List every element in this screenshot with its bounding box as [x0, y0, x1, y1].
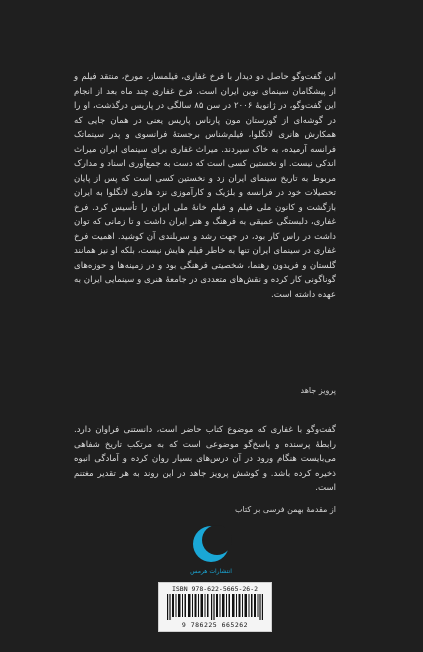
publisher-name: انتشارات هرمس: [190, 568, 232, 575]
author-signature: پرویز جاهد: [300, 386, 336, 395]
intro-paragraph: این گفت‌وگو حاصل دو دیدار با فرخ غفاری، فیلمساز، مورخ، منتقد فیلم و از پیشگامان سینمای نوین ایران است. فرخ غفاری چند ماه بعد از انجام این گفت‌وگو، در ژانویهٔ ۲۰۰۶ در سن ۸۵ سالگی در پاریس درگذشت، او را در گوشه‌ای از گورستان مون پارناس پاریس یعنی در همان جایی که همکارش هانری لانگلوا، فیلم‌شناس برجستهٔ فرانسوی و پدر سینماتک فرانسه آرمیده، به خاک سپردند. میراث غفاری برای سینمای ایران میراث اندکی نیست. او نخستین کسی است که دست به جمع‌آوری اسناد و مدارک مربوط به تاریخ سینمای ایران زد و نخستین کسی است که پس از پایان تحصیلات خود در فرانسه و بلژیک و کارآموزی نزد هانری لانگلوا به ایران بازگشت و کانون ملی فیلم و فیلم خانهٔ ملی ایران را تأسیس کرد. فرخ غفاری، دلبستگی عمیقی به فرهنگ و هنر ایران داشت و تا زمانی که توان داشت در راس کار بود، در جهت رشد و سربلندی آن کوشید. اهمیت فرخ غفاری در سینمای ایران تنها به خاطر فیلم هایش نیست، بلکه او نیز همانند گلستان و فریدون رهنما، شخصیتی فرهنگی بود و در زمینه‌ها و حوزه‌های گوناگونی کار کرده و نقش‌های متعددی در جامعهٔ هنری و سینمایی ایران به عهده داشته است.: [74, 72, 336, 300]
quote-attribution: از مقدمهٔ بهمن فرسی بر کتاب: [235, 505, 336, 514]
barcode-bars-icon: [167, 594, 263, 620]
barcode: [158, 582, 272, 632]
preface-quote-paragraph: گفت‌وگو با غفاری که موضوع کتاب حاضر است، دانستنی فراوان دارد. رابطهٔ پرسنده و پاسخ‌گو موضوعی است که به مرتکب تاریخ شفاهی می‌بایست هنگام ورود در آن درس‌های بسیار روان کرده و آمادگی انبوه ذخیره کرده باشد. و کوشش پرویز جاهد در این روند به هر تقدیر مغتنم است.: [74, 425, 336, 493]
barcode-number: 9 786225 665262: [181, 621, 249, 629]
isbn-text: ISBN 978-622-5665-26-2: [171, 585, 259, 593]
publisher-logo-icon: [190, 522, 232, 570]
